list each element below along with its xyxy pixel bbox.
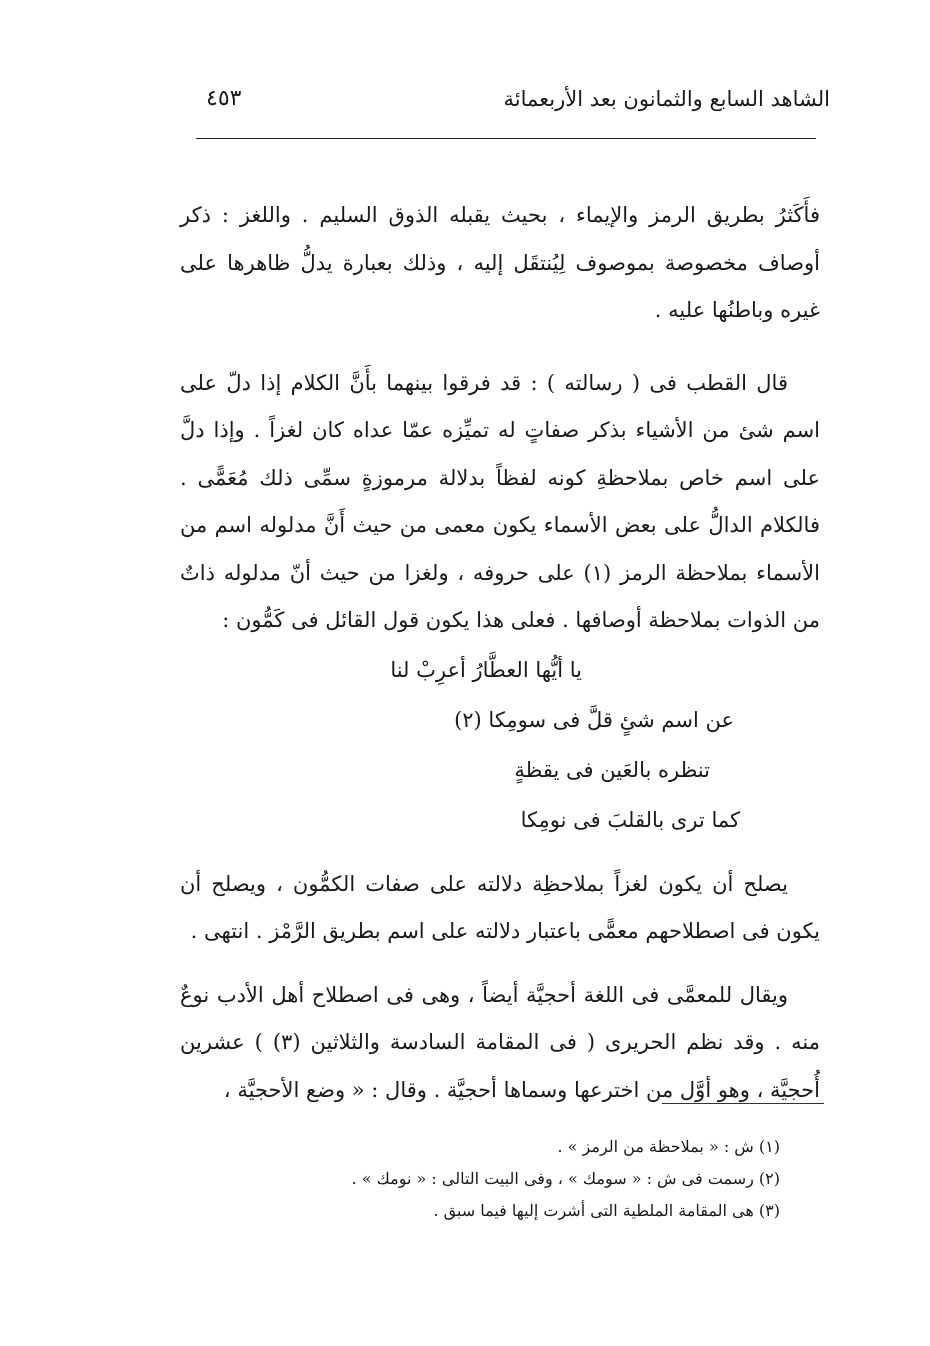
- footnotes: [180, 1131, 780, 1227]
- running-title: الشاهد السابع والثمانون بعد الأربعمائة: [503, 87, 830, 111]
- poem: [180, 645, 820, 845]
- verse-line-4: كما ترى بالقلبَ فى نومِكا: [520, 807, 740, 832]
- paragraph-3: يصلح أن يكون لغزاً بملاحظِة دلالته على صفات الكمُّون ، ويصلح أن يكون فى اصطلاحهم معمًّى باعتبار دلالته على اسم بطريق الرَّمْز . انتهى .: [180, 871, 820, 943]
- paragraph-4: ويقال للمعمَّى فى اللغة أحجيَّة أيضاً ، وهى فى اصطلاح أهل الأدب نوعٌ منه . وقد نظم الحريرى ( فى المقامة السادسة والثلاثين (٣) ) عشرين أُحجيَّة ، وهو أوَّل من اخترعها وسماها أحجيَّة . وقال : « وضع الأحجيَّة ،: [180, 982, 821, 1102]
- verse-line-3: تنظره بالعَين فى يقظةٍ: [514, 757, 710, 782]
- header-rule: [196, 138, 816, 139]
- footnote-1: (١) ش : « بملاحظة من الرمز » .: [557, 1137, 780, 1156]
- paragraph-spacer: [180, 335, 820, 360]
- footnote-3: (٣) هى المقامة الملطية التى أشرت إليها فيما سبق .: [433, 1201, 780, 1220]
- paragraph-spacer: [180, 845, 820, 861]
- page-number: ٤٥٣: [206, 86, 242, 111]
- paragraph-1: فأَكَثرُ بطريق الرمز والإيماء ، بحيث يقبله الذوق السليم . واللغز : ذكر أوصاف مخصوصة بموصوف لِيُنتقَل إليه ، وذلك بعبارة يدلُّ ظاهرها على غيره وباطنُها عليه .: [180, 203, 820, 322]
- paragraph-2: قال القطب فى ( رسالته ) : قد فرقوا بينهما بأَنَّ الكلام إذا دلّ على اسم شئ من الأشياء بذكر صفاتٍ له تميِّزه عمّا عداه كان لغزاً . وإذا دلَّ على اسم خاص بملاحظةِ كونه لفظاً بدلالة مرموزةٍ سمِّى ذلك مُعَمًّى . فالكلام الدالُّ على بعض الأسماء يكون معمى من حيث أَنَّ مدلوله اسم من الأسماء بملاحظة الرمز (١) على حروفه ، ولغزا من حيث أنّ مدلوله ذاتٌ من الذوات بملاحظة أوصافها . فعلى هذا يكون قول القائل فى كَمُّون :: [180, 370, 820, 632]
- footnote-rule: [662, 1103, 824, 1104]
- footnote-2: (٢) رسمت فى ش : « سومك » ، وفى البيت التالى : « نومك » .: [351, 1169, 780, 1188]
- main-text: [180, 192, 820, 1114]
- verse-line-1: يا أيُّها العطَّارُ أعرِبْ لنا: [390, 657, 582, 682]
- verse-line-2: عن اسم شئٍ قلَّ فى سومِكا (٢): [454, 707, 734, 732]
- paragraph-spacer: [180, 956, 820, 972]
